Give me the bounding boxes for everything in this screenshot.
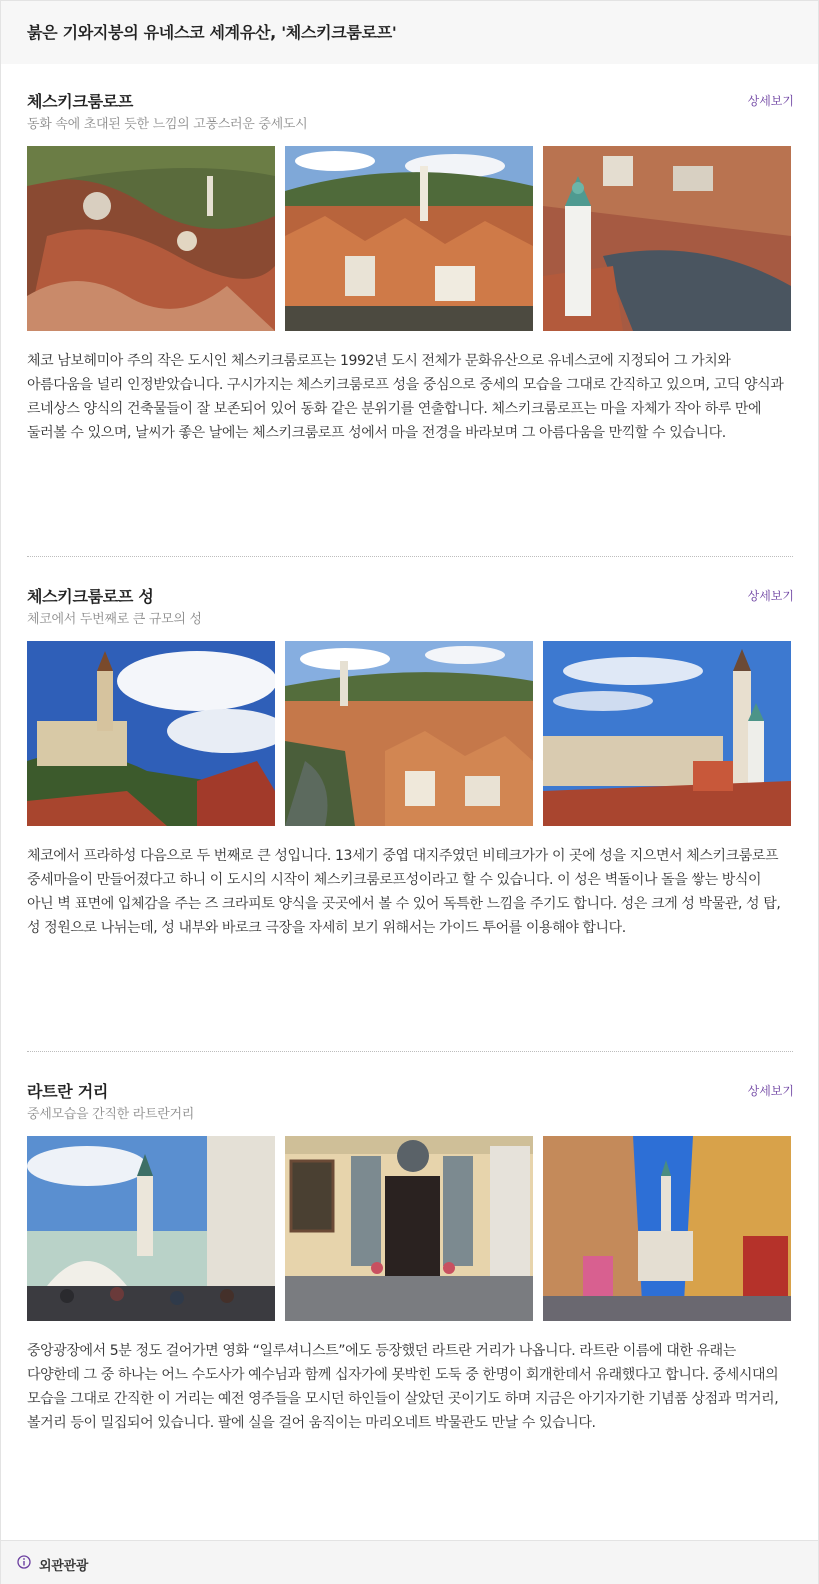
section-latran-street: [1, 1079, 818, 1519]
river-town-view-photo[interactable]: [285, 641, 533, 826]
section-castle: [1, 584, 818, 1024]
castle-complex-photo[interactable]: [543, 641, 791, 826]
shop-entrance-photo[interactable]: [285, 1136, 533, 1321]
town-rooftops-photo[interactable]: [285, 146, 533, 331]
section-title: 체스키크룸로프 성: [27, 587, 154, 606]
photo-gallery: [27, 1136, 791, 1321]
photo-gallery: [27, 641, 791, 826]
detail-link[interactable]: 상세보기: [747, 589, 794, 603]
aerial-town-photo[interactable]: [27, 146, 275, 331]
section-subtitle: 체코에서 두번째로 큰 규모의 성: [27, 612, 202, 627]
section-description: 체코 남보헤미아 주의 작은 도시인 체스키크룸로프는 1992년 도시 전체가 문화유산으로 유네스코에 지정되어 그 가치와 아름다움을 널리 인정받았습니다. 구시가지는 체스키크룸로프 성을 중심으로 중세의 모습을 그대로 간직하고 있으며, 고딕 양식과 르네상스 양식의 건축물들이 잘 보존되어 있어 동화 같은 분위기를 연출합니다. 체스키크룸로프는 마을 자체가 작아 하루 만에 둘러볼 수 있으며, 날씨가 좋은 날에는 체스키크룸로프 성에서 마을 전경을 바라보며 그 아름다움을 만끽할 수 있습니다.: [27, 353, 784, 441]
section-divider: [27, 556, 793, 557]
info-icon: [17, 1555, 31, 1569]
detail-link[interactable]: 상세보기: [747, 1084, 794, 1098]
section-cesky-krumlov: [1, 89, 818, 529]
castle-tower-sky-photo[interactable]: [27, 641, 275, 826]
photo-gallery: [27, 146, 791, 331]
footer-bar: [1, 1540, 818, 1584]
category-label: 외관관광: [39, 1559, 89, 1574]
section-subtitle: 동화 속에 초대된 듯한 느낌의 고풍스러운 중세도시: [27, 117, 308, 132]
narrow-street-photo[interactable]: [543, 1136, 791, 1321]
section-subtitle: 중세모습을 간직한 라트란거리: [27, 1107, 195, 1122]
castle-tower-river-photo[interactable]: [543, 146, 791, 331]
section-title: 라트란 거리: [27, 1082, 109, 1101]
section-description: 체코에서 프라하성 다음으로 두 번째로 큰 성입니다. 13세기 중엽 대지주였던 비테크가가 이 곳에 성을 지으면서 체스키크룸로프 중세마을이 만들어졌다고 하니 이 도시의 시작이 체스키크룸로프성이라고 할 수 있습니다. 이 성은 벽돌이나 돌을 쌓는 방식이 아닌 벽 표면에 입체감을 주는 즈 크라피토 양식을 곳곳에서 볼 수 있어 독특한 느낌을 주기도 합니다. 성은 크게 성 박물관, 성 탑, 성 정원으로 나뉘는데, 성 내부와 바로크 극장을 자세히 보기 위해서는 가이드 투어를 이용해야 합니다.: [27, 848, 781, 936]
card-header: [1, 1, 818, 64]
street-crowd-photo[interactable]: [27, 1136, 275, 1321]
page-title: 붉은 기와지붕의 유네스코 세계유산, '체스키크룸로프': [27, 23, 397, 42]
section-title: 체스키크룸로프: [27, 92, 134, 111]
section-description: 중앙광장에서 5분 정도 걸어가면 영화 “일루셔니스트”에도 등장했던 라트란 거리가 나옵니다. 라트란 이름에 대한 유래는 다양한데 그 중 하나는 어느 수도사가 예수님과 함께 십자가에 못박힌 도둑 중 한명이 회개한데서 유래했다고 합니다. 중세시대의 모습을 그대로 간직한 이 거리는 예전 영주들을 모시던 하인들이 살았던 곳이기도 하며 지금은 아기자기한 기념품 상점과 먹거리,볼거리 등이 밀집되어 있습니다. 팔에 실을 걸어 움직이는 마리오네트 박물관도 만날 수 있습니다.: [27, 1343, 779, 1431]
detail-link[interactable]: 상세보기: [747, 94, 794, 108]
section-divider: [27, 1051, 793, 1052]
